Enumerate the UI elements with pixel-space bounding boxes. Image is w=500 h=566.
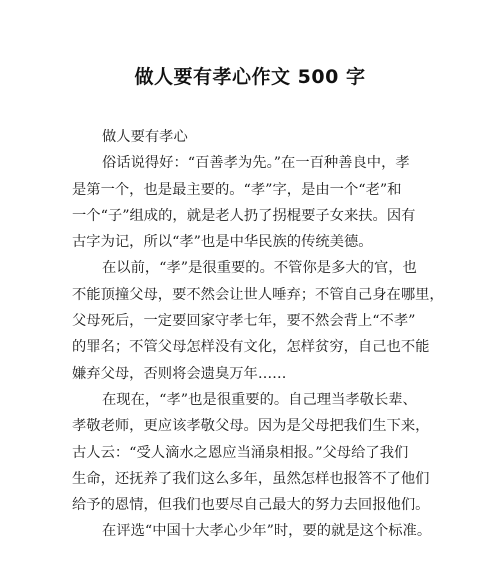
paragraph-3-line-2: 孝敬老师，更应该孝敬父母。因为是父母把我们生下来， — [72, 418, 430, 435]
paragraph-1-line-1: 俗话说得好：“百善孝为先。”在一百种善良中，孝 — [102, 155, 410, 172]
paragraph-2-line-4: 的罪名；不管父母怎样没有文化，怎样贫穷，自己也不能 — [72, 339, 430, 356]
paragraph-2-line-5: 嫌弃父母，否则将会遗臭万年…… — [72, 365, 287, 382]
paragraph-3-line-4: 生命，还抚养了我们这么多年，虽然怎样也报答不了他们 — [72, 470, 430, 487]
paragraph-2-line-2: 不能顶撞父母，要不然会让世人唾弃；不管自己身在哪里， — [72, 286, 444, 303]
paragraph-3-line-3: 古人云：“受人滴水之恩应当涌泉相报。”父母给了我们 — [72, 444, 409, 461]
paragraph-2-line-1: 在以前，“孝”是很重要的。不管你是多大的官，也 — [102, 260, 417, 277]
paragraph-4-line-1: 在评选“中国十大孝心少年”时，要的就是这个标准。 — [102, 523, 432, 540]
paragraph-1-line-4: 古字为记，所以“孝”也是中华民族的传统美德。 — [72, 234, 373, 251]
paragraph-1-line-3: 一个“子”组成的，就是老人扔了拐棍要子女来扶。因有 — [72, 207, 416, 224]
article-heading: 做人要有孝心 — [102, 129, 188, 145]
article-title: 做人要有孝心作文 500 字 — [134, 66, 366, 88]
paragraph-2-line-3: 父母死后，一定要回家守孝七年，要不然会背上“不孝” — [72, 313, 416, 330]
paragraph-3-line-5: 给予的恩情，但我们也要尽自己最大的努力去回报他们。 — [72, 497, 430, 514]
paragraph-3-line-1: 在现在，“孝”也是很重要的。自己理当孝敬长辈、 — [102, 391, 417, 408]
article-body — [72, 124, 444, 545]
paragraph-1-line-2: 是第一个，也是最主要的。“孝”字，是由一个“老”和 — [72, 181, 402, 198]
